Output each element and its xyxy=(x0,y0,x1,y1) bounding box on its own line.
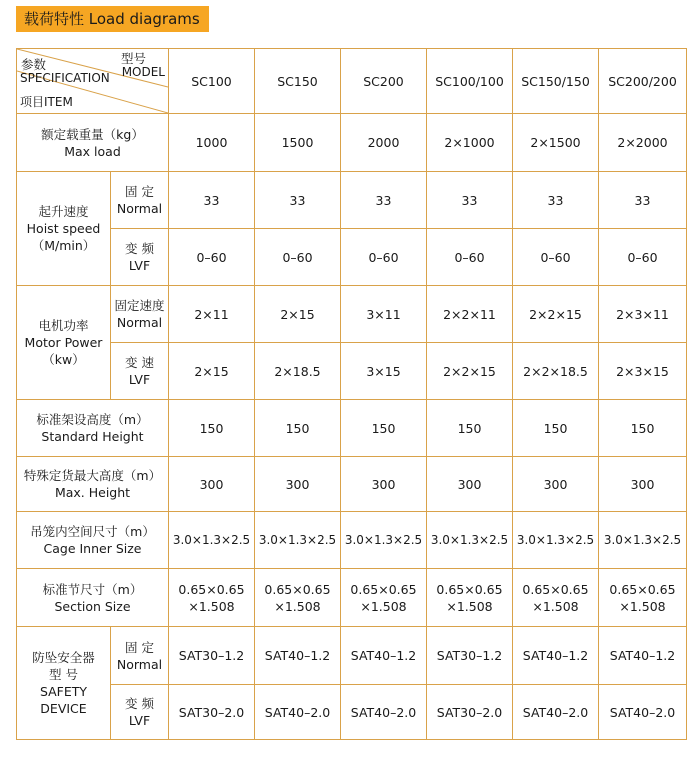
model-header: SC100/100 xyxy=(427,49,513,114)
model-header: SC200 xyxy=(341,49,427,114)
section-size-label: 标准节尺寸（m） Section Size xyxy=(17,569,169,627)
value-cell: 150 xyxy=(255,400,341,457)
value-cell: 150 xyxy=(513,400,599,457)
value-cell: 2×2×15 xyxy=(513,286,599,343)
value-cell: 0–60 xyxy=(341,229,427,286)
value-cell: 33 xyxy=(427,172,513,229)
motor-power-label: 电机功率 Motor Power （kw） xyxy=(17,286,111,400)
max-load-label: 额定载重量（kg） Max load xyxy=(17,114,169,172)
value-cell: 33 xyxy=(341,172,427,229)
value-cell: 33 xyxy=(169,172,255,229)
value-cell: 2×15 xyxy=(169,343,255,400)
specification-table xyxy=(16,48,687,740)
value-cell: 2×1500 xyxy=(513,114,599,172)
motor-fixed-row xyxy=(17,286,687,343)
value-cell: 2×15 xyxy=(255,286,341,343)
value-cell: 300 xyxy=(169,457,255,512)
value-cell: 150 xyxy=(599,400,687,457)
value-cell: 150 xyxy=(169,400,255,457)
value-cell: 300 xyxy=(599,457,687,512)
value-cell: SAT30–2.0 xyxy=(169,685,255,740)
model-cn-label: 型号 xyxy=(120,51,146,66)
value-cell: 1500 xyxy=(255,114,341,172)
max-height-row xyxy=(17,457,687,512)
standard-height-row xyxy=(17,400,687,457)
value-cell: SAT40–1.2 xyxy=(255,627,341,685)
value-cell: 0.65×0.65 ×1.508 xyxy=(427,569,513,627)
value-cell: 0.65×0.65 ×1.508 xyxy=(599,569,687,627)
value-cell: 2×2×11 xyxy=(427,286,513,343)
value-cell: 2×3×15 xyxy=(599,343,687,400)
value-cell: 1000 xyxy=(169,114,255,172)
hoist-lvf-label: 变 频 LVF xyxy=(111,229,169,286)
value-cell: SAT30–1.2 xyxy=(169,627,255,685)
safety-fixed-label: 固 定 Normal xyxy=(111,627,169,685)
value-cell: 300 xyxy=(427,457,513,512)
value-cell: 0–60 xyxy=(169,229,255,286)
safety-lvf-row xyxy=(17,685,687,740)
max-height-label: 特殊定货最大高度（m） Max. Height xyxy=(17,457,169,512)
motor-lvf-row xyxy=(17,343,687,400)
model-header: SC150 xyxy=(255,49,341,114)
section-size-row xyxy=(17,569,687,627)
value-cell: 33 xyxy=(599,172,687,229)
model-label: MODEL xyxy=(121,65,165,79)
value-cell: 0.65×0.65 ×1.508 xyxy=(169,569,255,627)
value-cell: SAT40–2.0 xyxy=(341,685,427,740)
value-cell: 2×3×11 xyxy=(599,286,687,343)
standard-height-label: 标准架设高度（m） Standard Height xyxy=(17,400,169,457)
value-cell: 2×2×18.5 xyxy=(513,343,599,400)
value-cell: 2×1000 xyxy=(427,114,513,172)
value-cell: SAT40–1.2 xyxy=(599,627,687,685)
value-cell: 3.0×1.3×2.5 xyxy=(513,512,599,569)
value-cell: SAT40–2.0 xyxy=(513,685,599,740)
model-header: SC200/200 xyxy=(599,49,687,114)
header-corner-cell xyxy=(17,49,169,114)
value-cell: 2×11 xyxy=(169,286,255,343)
value-cell: SAT40–2.0 xyxy=(599,685,687,740)
value-cell: 300 xyxy=(513,457,599,512)
value-cell: 33 xyxy=(255,172,341,229)
section-title: 载荷特性 Load diagrams xyxy=(16,6,209,32)
value-cell: 3.0×1.3×2.5 xyxy=(255,512,341,569)
value-cell: SAT30–1.2 xyxy=(427,627,513,685)
motor-lvf-label: 变 速 LVF xyxy=(111,343,169,400)
value-cell: 0.65×0.65 ×1.508 xyxy=(513,569,599,627)
value-cell: 2×2×15 xyxy=(427,343,513,400)
value-cell: 300 xyxy=(341,457,427,512)
value-cell: 0–60 xyxy=(513,229,599,286)
value-cell: 3.0×1.3×2.5 xyxy=(599,512,687,569)
specification-label: SPECIFICATION xyxy=(20,71,110,85)
value-cell: 0–60 xyxy=(255,229,341,286)
value-cell: 0.65×0.65 ×1.508 xyxy=(255,569,341,627)
header-row xyxy=(17,49,687,114)
hoist-fixed-label: 固 定 Normal xyxy=(111,172,169,229)
cage-size-label: 吊笼内空间尺寸（m） Cage Inner Size xyxy=(17,512,169,569)
model-header: SC100 xyxy=(169,49,255,114)
value-cell: 0–60 xyxy=(599,229,687,286)
safety-fixed-row xyxy=(17,627,687,685)
value-cell: 300 xyxy=(255,457,341,512)
value-cell: SAT40–1.2 xyxy=(341,627,427,685)
value-cell: 2×18.5 xyxy=(255,343,341,400)
value-cell: SAT30–2.0 xyxy=(427,685,513,740)
value-cell: 150 xyxy=(341,400,427,457)
value-cell: SAT40–2.0 xyxy=(255,685,341,740)
value-cell: 0.65×0.65 ×1.508 xyxy=(341,569,427,627)
safety-device-label: 防坠安全器 型 号 SAFETY DEVICE xyxy=(17,627,111,740)
value-cell: 0–60 xyxy=(427,229,513,286)
value-cell: 3×15 xyxy=(341,343,427,400)
cage-size-row xyxy=(17,512,687,569)
max-load-row xyxy=(17,114,687,172)
model-header: SC150/150 xyxy=(513,49,599,114)
hoist-speed-label: 起升速度 Hoist speed （M/min） xyxy=(17,172,111,286)
motor-fixed-label: 固定速度 Normal xyxy=(111,286,169,343)
value-cell: 3×11 xyxy=(341,286,427,343)
value-cell: 150 xyxy=(427,400,513,457)
value-cell: 3.0×1.3×2.5 xyxy=(341,512,427,569)
value-cell: 2000 xyxy=(341,114,427,172)
value-cell: 33 xyxy=(513,172,599,229)
item-label: 项目ITEM xyxy=(20,95,73,109)
value-cell: SAT40–1.2 xyxy=(513,627,599,685)
hoist-fixed-row xyxy=(17,172,687,229)
param-label: 参数 xyxy=(21,57,47,72)
value-cell: 3.0×1.3×2.5 xyxy=(169,512,255,569)
value-cell: 3.0×1.3×2.5 xyxy=(427,512,513,569)
hoist-lvf-row xyxy=(17,229,687,286)
value-cell: 2×2000 xyxy=(599,114,687,172)
safety-lvf-label: 变 频 LVF xyxy=(111,685,169,740)
